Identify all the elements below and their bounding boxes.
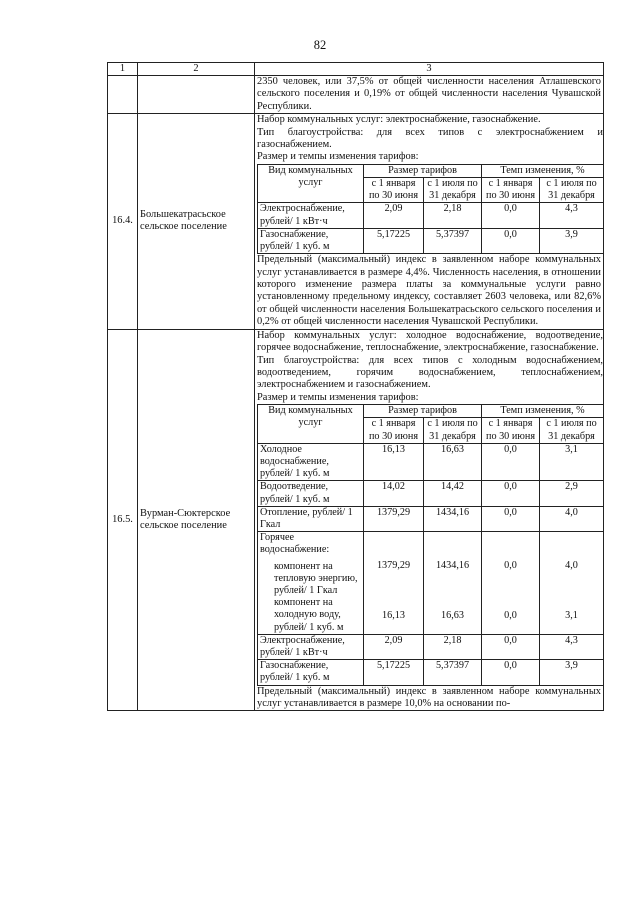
table-row: [108, 329, 604, 711]
tariff-value: 1379,29: [376, 560, 411, 572]
service-name: Электроснабжение, рублей/ 1 кВт·ч: [258, 634, 364, 659]
service-name: [258, 532, 364, 635]
column-number: 2: [138, 63, 255, 76]
service-row: [258, 506, 604, 531]
header-period: с 1 января по 30 июня: [482, 418, 540, 443]
rate-value: 0,0: [482, 203, 540, 228]
service-row: [258, 660, 604, 685]
tariff-value: 14,42: [424, 481, 482, 506]
tariff-value: 2,18: [424, 203, 482, 228]
tariff-value: 16,63: [424, 443, 482, 481]
service-row: [258, 203, 604, 228]
row-number: 16.4.: [108, 114, 138, 329]
service-set-text: Набор коммунальных услуг: электроснабжение, газоснабжение.: [257, 114, 541, 126]
rate-value: 3,9: [540, 660, 604, 685]
rate-value: 3,1: [565, 610, 578, 622]
tariff-value: 1379,29: [364, 506, 424, 531]
tariff-intro: Размер и темпы изменения тарифов:: [257, 151, 419, 163]
rate-value: 0,0: [504, 560, 517, 572]
tariff-value: 16,13: [364, 443, 424, 481]
rate-value: 3,1: [540, 443, 604, 481]
tariff-value: 2,09: [364, 634, 424, 659]
header-period: с 1 января по 30 июня: [364, 418, 424, 443]
tariff-value: 5,17225: [364, 228, 424, 253]
rate-value: 2,9: [540, 481, 604, 506]
table-row: [108, 76, 604, 114]
page-number: 82: [313, 38, 327, 52]
header-period: с 1 июля по 31 декабря: [540, 418, 604, 443]
service-row: [258, 228, 604, 253]
tariff-value: 1434,16: [424, 506, 482, 531]
rate-value: 3,9: [540, 228, 604, 253]
hot-water-title: Горячее водоснабжение:: [260, 532, 330, 556]
rate-value: 0,0: [482, 634, 540, 659]
tariff-value: 5,37397: [424, 660, 482, 685]
service-name: Холодное водоснабжение, рублей/ 1 куб. м: [258, 443, 364, 481]
component-name: компонент на холодную воду, рублей/ 1 куб. м: [274, 597, 344, 633]
header-service-kind: Вид коммунальных услуг: [258, 164, 364, 203]
rate-value: 4,3: [540, 203, 604, 228]
rate-value: 4,0: [565, 560, 578, 572]
table-row: [108, 114, 604, 329]
header-change-rate: Темп изменения, %: [482, 405, 604, 418]
row-number: 16.5.: [108, 329, 138, 711]
rate-value: 0,0: [482, 481, 540, 506]
header-period: с 1 января по 30 июня: [364, 178, 424, 203]
tariff-value: 1434,16: [435, 560, 470, 572]
header-service-kind: Вид коммунальных услуг: [258, 405, 364, 444]
rate-value: 0,0: [504, 610, 517, 622]
component-name: компонент на тепловую энергию, рублей/ 1 Гкал: [274, 560, 358, 596]
service-row: [258, 532, 604, 635]
header-change-rate: Темп изменения, %: [482, 164, 604, 177]
service-row: [258, 481, 604, 506]
header-tariff-size: Размер тарифов: [364, 164, 482, 177]
settlement-details: [255, 114, 604, 329]
tariff-value: 5,17225: [364, 660, 424, 685]
service-row: [258, 634, 604, 659]
rate-value: 0,0: [482, 506, 540, 531]
header-period: с 1 июля по 31 декабря: [424, 178, 482, 203]
tariff-value: 14,02: [364, 481, 424, 506]
settlement-name: Большекатрасьское сельское поселение: [138, 114, 255, 329]
improvement-type-text: Тип благоустройства: для всех типов с электроснабжением и газоснабжением.: [257, 126, 603, 151]
service-name: Водоотведение, рублей/ 1 куб. м: [258, 481, 364, 506]
service-row: [258, 443, 604, 481]
header-period: с 1 июля по 31 декабря: [540, 178, 604, 203]
rate-value: 0,0: [482, 443, 540, 481]
improvement-type-text: Тип благоустройства: для всех типов с холодным водоснабжением, водоотведением, горячим водоснабжением, теплоснабжением, электроснабжением и газоснабжением.: [257, 354, 603, 391]
settlement-name: Вурман-Сюктерское сельское поселение: [138, 329, 255, 711]
tariff-table: [257, 164, 604, 254]
service-name: Газоснабжение, рублей/ 1 куб. м: [258, 228, 364, 253]
rate-value: 4,0: [540, 506, 604, 531]
header-period: с 1 июля по 31 декабря: [424, 418, 482, 443]
tariff-value: 16,63: [441, 610, 464, 622]
header-tariff-size: Размер тарифов: [364, 405, 482, 418]
column-number: 3: [255, 63, 604, 76]
main-table: [107, 62, 604, 711]
column-number-row: [108, 63, 604, 76]
service-name: Газоснабжение, рублей/ 1 куб. м: [258, 660, 364, 685]
service-name: Электроснабжение, рублей/ 1 кВт·ч: [258, 203, 364, 228]
settlement-details: [255, 329, 604, 711]
tariff-value: 5,37397: [424, 228, 482, 253]
continuation-text: 2350 человек, или 37,5% от общей численности населения Атлашевского сельского поселения и 0,19% от общей численности населения Чувашской Республики.: [255, 76, 604, 114]
rate-value: 0,0: [482, 660, 540, 685]
rate-value: 4,3: [540, 634, 604, 659]
header-period: с 1 января по 30 июня: [482, 178, 540, 203]
tariff-table: [257, 404, 604, 685]
tariff-value: 2,18: [424, 634, 482, 659]
column-number: 1: [108, 63, 138, 76]
service-name: Отопление, рублей/ 1 Гкал: [258, 506, 364, 531]
tariff-intro: Размер и темпы изменения тарифов:: [257, 391, 419, 403]
limit-index-text: Предельный (максимальный) индекс в заявленном наборе коммунальных услуг устанавливается в размере 4,4%. Численность населения, в отношении которого изменение размера платы за коммунальные услуги равно установленному предельному индексу, составляет 2603 человека, или 82,6% от общей численности населения Большекатрасьского сельского поселения и 0,2% от общей численности населения Чувашской Республики.: [257, 254, 601, 328]
service-set-text: Набор коммунальных услуг: холодное водоснабжение, водоотведение, горячее водоснабжение, теплоснабжение, электроснабжение, газоснабжение.: [257, 329, 603, 354]
tariff-value: 2,09: [364, 203, 424, 228]
rate-value: 0,0: [482, 228, 540, 253]
limit-index-text: Предельный (максимальный) индекс в заявленном наборе коммунальных услуг устанавливается в размере 10,0% на основании по-: [257, 685, 601, 710]
tariff-value: 16,13: [382, 610, 405, 622]
